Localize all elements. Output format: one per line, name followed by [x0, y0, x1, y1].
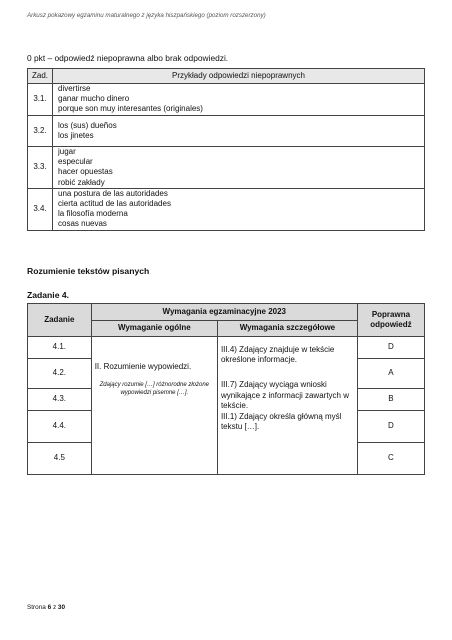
correct-answer: A [357, 359, 424, 389]
answer-line: hacer opuestas [58, 167, 113, 177]
table-row [28, 147, 425, 189]
task-title: Zadanie 4. [27, 290, 70, 300]
answer-line: especular [58, 157, 93, 167]
specific-req-b: III.7) Zdający wyciąga wnioski wynikające z informacji zawartych w tekście. [220, 380, 349, 410]
table-header-row [28, 69, 425, 84]
col-correct-answer [357, 304, 424, 337]
specific-requirements [217, 337, 357, 475]
task-number: 4.2. [28, 359, 92, 389]
correct-answer: D [357, 411, 424, 443]
general-requirement [91, 337, 217, 475]
example-answers [53, 84, 425, 116]
answer-line: ganar mucho dinero [58, 94, 130, 104]
footer-sep: z [51, 604, 58, 611]
footer-total: 30 [57, 604, 66, 611]
answer-line: la filosofía moderna [58, 209, 128, 219]
col-task: Zadanie [28, 304, 92, 337]
general-main: II. Rozumienie wypowiedzi. [94, 362, 192, 371]
example-answers [53, 115, 425, 146]
task-number: 4.3. [28, 389, 92, 411]
page-footer [27, 604, 65, 611]
col-task: Zad. [28, 69, 53, 84]
specific-req-c: III.1) Zdający określa główną myśl tekstu […]. [220, 412, 342, 432]
task-number: 3.1. [28, 84, 53, 116]
scoring-intro: 0 pkt – odpowiedź niepoprawna albo brak odpowiedzi. [27, 53, 229, 63]
table-row [28, 115, 425, 146]
col-correct-line: odpowiedź [370, 320, 412, 329]
task-number: 3.3. [28, 147, 53, 189]
col-requirements: Wymagania egzaminacyjne 2023 [91, 304, 357, 321]
table-row [28, 188, 425, 230]
task-number: 4.1. [28, 337, 92, 359]
col-general: Wymaganie ogólne [91, 321, 217, 337]
task-number: 4.5 [28, 443, 92, 475]
answer-line: una postura de las autoridades [58, 188, 168, 198]
col-correct-line: Poprawna [371, 309, 411, 319]
col-specific: Wymagania szczegółowe [217, 321, 357, 337]
example-answers [53, 188, 425, 230]
incorrect-answers-table [27, 68, 425, 231]
answer-line: cierta actitud de las autoridades [58, 199, 171, 209]
answer-line: cosas nuevas [58, 219, 107, 229]
specific-req-a: III.4) Zdający znajduje w tekście określone informacje. [220, 345, 335, 365]
col-examples: Przykłady odpowiedzi niepoprawnych [53, 69, 425, 84]
footer-prefix: Strona [27, 604, 48, 611]
table-row [28, 84, 425, 116]
footer-page: 6 [47, 604, 52, 611]
example-answers [53, 147, 425, 189]
answer-line: los jinetes [58, 130, 94, 140]
task-number: 3.4. [28, 188, 53, 230]
page-header: Arkusz pokazowy egzaminu maturalnego z języka hiszpańskiego (poziom rozszerzony) [27, 12, 266, 19]
correct-answer: D [357, 337, 424, 359]
table-header-row [28, 304, 425, 321]
correct-answer: C [357, 443, 424, 475]
answer-line: divertirse [58, 84, 91, 93]
answer-line: jugar [58, 147, 76, 157]
task-number: 4.4. [28, 411, 92, 443]
general-note: Zdający rozumie […] różnorodne złożone wypowiedzi pisemne […]. [99, 382, 210, 396]
task-number: 3.2. [28, 115, 53, 146]
correct-answer: B [357, 389, 424, 411]
section-title: Rozumienie tekstów pisanych [27, 266, 150, 276]
table-row [28, 337, 425, 359]
answer-line: los (sus) dueños [58, 120, 117, 130]
requirements-table [27, 303, 425, 475]
answer-line: porque son muy interesantes (originales) [58, 104, 203, 114]
answer-line: robić zakłady [58, 177, 105, 187]
